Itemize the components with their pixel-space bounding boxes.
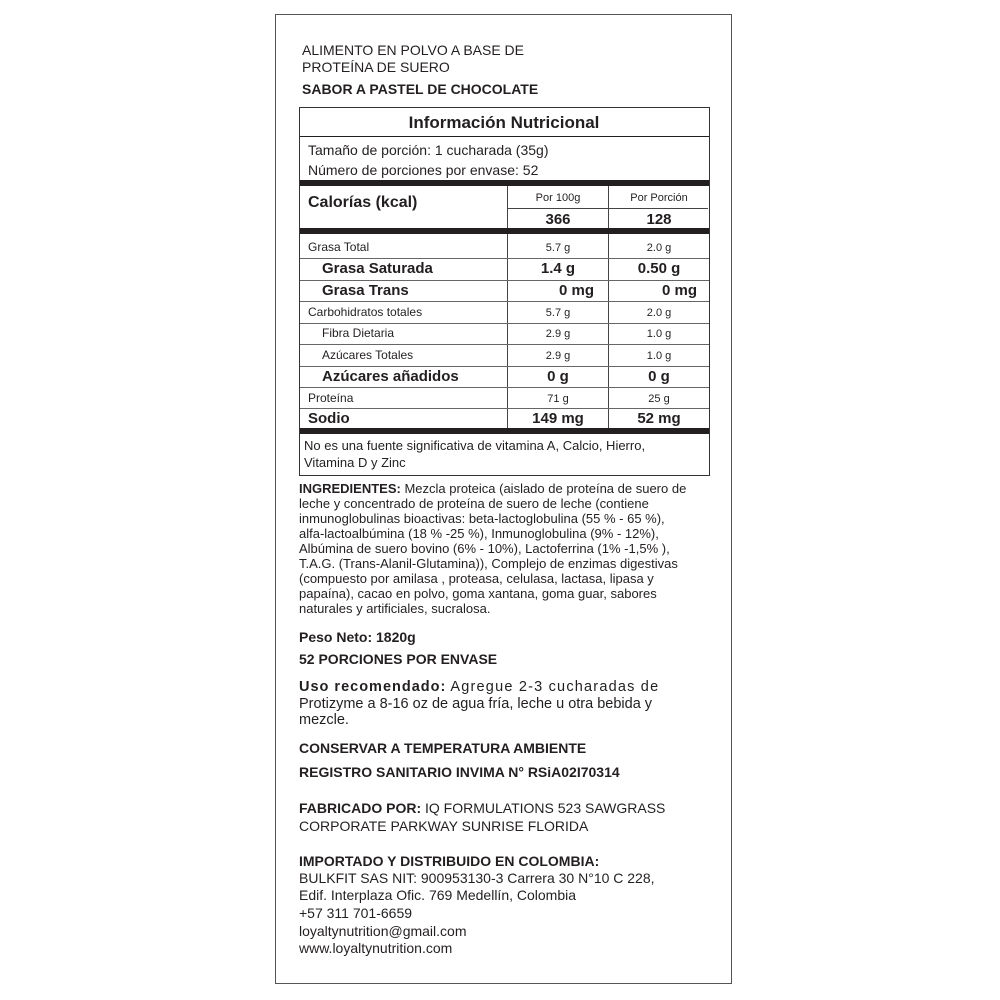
col-per-serving: Por Porción xyxy=(630,192,688,204)
ingredients-line: papaína), cacao en polvo, goma xantana, goma guar, sabores xyxy=(299,586,657,601)
ingredients-line: Albúmina de suero bovino (6% - 10%), Lactoferrina (1% -1,5% ), xyxy=(299,541,670,556)
usage-label: Uso recomendado: xyxy=(299,679,447,695)
row-value-perserving: 1.0 g xyxy=(646,328,672,340)
row-label-protein: Proteína xyxy=(308,391,354,405)
manufacturer-line1 xyxy=(299,800,719,818)
ingredients-text: Mezcla proteica (aislado de proteína de suero de xyxy=(404,481,687,496)
row-value-perserving: 52 mg xyxy=(637,410,681,427)
importer-email[interactable]: loyaltynutrition@gmail.com xyxy=(299,923,467,939)
row-value-per100: 2.9 g xyxy=(545,350,571,362)
ingredients-line xyxy=(299,481,711,496)
ingredients-line: T.A.G. (Trans-Alanil-Glutamina)), Complejo de enzimas digestivas xyxy=(299,556,678,571)
ingredients-line: (compuesto por amilasa , proteasa, celulasa, lactasa, lipasa y xyxy=(299,571,654,586)
row-value-per100: 71 g xyxy=(547,393,569,405)
row-label-trans-fat: Grasa Trans xyxy=(322,282,409,299)
storage-instructions: CONSERVAR A TEMPERATURA AMBIENTE xyxy=(299,740,587,756)
row-value-per100: 0 mg xyxy=(558,282,594,299)
row-value-perserving: 0.50 g xyxy=(637,260,681,277)
net-weight: Peso Neto: 1820g xyxy=(299,629,416,645)
row-value-per100: 149 mg xyxy=(532,410,584,427)
importer-label: IMPORTADO Y DISTRIBUIDO EN COLOMBIA: xyxy=(299,853,600,869)
importer-website[interactable]: www.loyaltynutrition.com xyxy=(299,940,453,956)
manufacturer-line2: CORPORATE PARKWAY SUNRISE FLORIDA xyxy=(299,818,589,834)
calories-per100g: 366 xyxy=(545,211,571,228)
row-label-saturated-fat: Grasa Saturada xyxy=(322,260,433,277)
usage-text: Agregue 2-3 cucharadas de xyxy=(450,679,660,695)
importer-line: Edif. Interplaza Ofic. 769 Medellín, Colombia xyxy=(299,887,577,903)
col-per100g: Por 100g xyxy=(535,192,581,204)
row-value-per100: 5.7 g xyxy=(545,242,571,254)
row-label-sodium: Sodio xyxy=(308,410,350,427)
usage-line1 xyxy=(299,679,711,697)
ingredients-line: naturales y artificiales, sucralosa. xyxy=(299,601,491,616)
row-label-carbs: Carbohidratos totales xyxy=(308,305,423,319)
product-name-line2: PROTEÍNA DE SUERO xyxy=(302,59,450,75)
row-value-perserving: 25 g xyxy=(648,393,670,405)
nutrition-footnote-line2: Vitamina D y Zinc xyxy=(304,455,406,470)
portions-per-container: 52 PORCIONES POR ENVASE xyxy=(299,651,498,667)
row-value-per100: 1.4 g xyxy=(540,260,576,277)
product-name-line1: ALIMENTO EN POLVO A BASE DE xyxy=(302,42,525,58)
nutrition-title: Información Nutricional xyxy=(408,113,600,132)
serving-size: Tamaño de porción: 1 cucharada (35g) xyxy=(308,142,549,158)
servings-per-container: Número de porciones por envase: 52 xyxy=(308,162,539,178)
row-label-total-sugars: Azúcares Totales xyxy=(322,348,414,362)
ingredients-line: inmunoglobulinas bioactivas: beta-lactoglobulina (55 % - 65 %), xyxy=(299,511,665,526)
row-value-perserving: 0 mg xyxy=(661,282,697,299)
row-value-perserving: 1.0 g xyxy=(646,350,672,362)
manufacturer-label: FABRICADO POR: xyxy=(299,800,422,816)
row-value-perserving: 2.0 g xyxy=(646,242,672,254)
importer-line: BULKFIT SAS NIT: 900953130-3 Carrera 30 N°10 C 228, xyxy=(299,870,655,886)
usage-line2: Protizyme a 8-16 oz de agua fría, leche u otra bebida y xyxy=(299,696,653,712)
row-value-perserving: 2.0 g xyxy=(646,307,672,319)
row-value-perserving: 0 g xyxy=(648,368,670,385)
product-flavor: SABOR A PASTEL DE CHOCOLATE xyxy=(302,81,539,97)
row-value-per100: 5.7 g xyxy=(545,307,571,319)
importer-phone: +57 311 701-6659 xyxy=(299,905,413,921)
row-value-per100: 2.9 g xyxy=(545,328,571,340)
calories-label: Calorías (kcal) xyxy=(308,194,418,211)
usage-line3: mezcle. xyxy=(299,712,349,728)
row-label-total-fat: Grasa Total xyxy=(308,240,370,254)
ingredients-label: INGREDIENTES: xyxy=(299,481,401,496)
calories-per-serving: 128 xyxy=(646,211,672,228)
ingredients-line: leche y concentrado de proteína de suero de leche (contiene xyxy=(299,496,649,511)
sanitary-registry: REGISTRO SANITARIO INVIMA N° RSiA02I70314 xyxy=(299,764,620,780)
manufacturer-text: IQ FORMULATIONS 523 SAWGRASS xyxy=(425,800,666,816)
row-label-added-sugars: Azúcares añadidos xyxy=(322,368,459,385)
row-value-per100: 0 g xyxy=(547,368,569,385)
ingredients-line: alfa-lactoalbúmina (18 % -25 %), Inmunoglobulina (9% - 12%), xyxy=(299,526,659,541)
nutrition-table xyxy=(299,107,710,476)
nutrition-footnote-line1: No es una fuente significativa de vitamina A, Calcio, Hierro, xyxy=(304,438,646,453)
row-label-fiber: Fibra Dietaria xyxy=(322,326,395,340)
